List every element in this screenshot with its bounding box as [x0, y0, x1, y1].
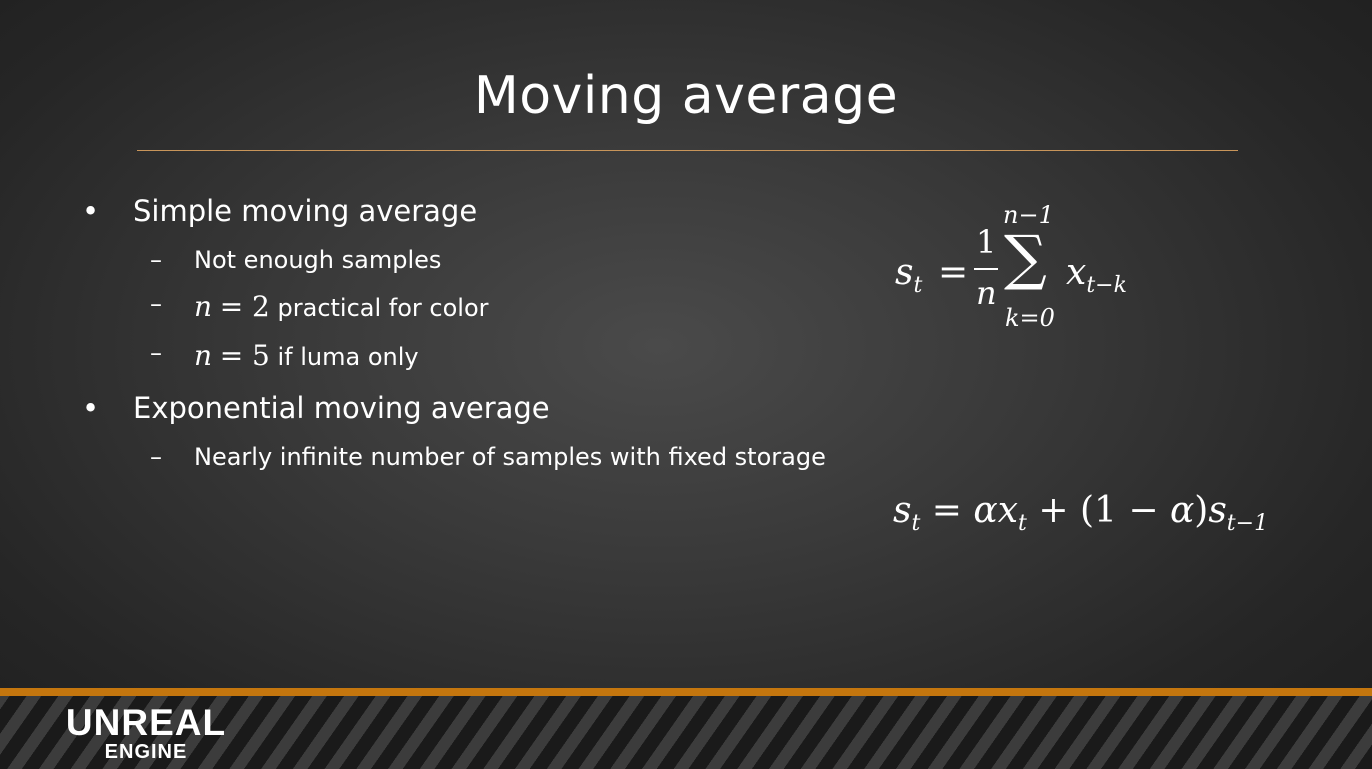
subscript-t: t: [911, 511, 921, 536]
paren-close: ): [1194, 490, 1209, 531]
fraction-bar: [974, 268, 998, 270]
footer-accent-bar: [0, 688, 1372, 696]
equals-sign: =: [938, 252, 969, 293]
sub-bullet-text: if luma only: [277, 343, 419, 371]
formula-exponential-moving-average: [893, 490, 1268, 536]
sub-bullet-text: Nearly infinite number of samples with fixed storage: [194, 443, 826, 471]
math-eq: = 5: [219, 339, 270, 372]
logo-line-engine: ENGINE: [104, 741, 188, 763]
sub-bullet-text: Not enough samples: [194, 246, 442, 274]
subscript-t: t: [1018, 511, 1027, 536]
formula-term: [1066, 252, 1127, 298]
formula-lhs: [895, 252, 922, 298]
slide-footer: [0, 688, 1372, 769]
equals-sign: =: [931, 490, 962, 531]
sub-bullet-dash: –: [150, 339, 162, 367]
bullet-text: Exponential moving average: [133, 391, 550, 425]
var-s: s: [1208, 490, 1227, 531]
var-s: s: [895, 252, 914, 293]
summation-sign: ∑: [1004, 223, 1047, 293]
var-alpha: α: [973, 490, 998, 531]
plus-sign: +: [1038, 490, 1069, 531]
var-x: x: [997, 490, 1019, 531]
sub-bullet-text: practical for color: [277, 294, 489, 322]
logo-line-unreal: UNREAL: [65, 702, 227, 743]
subscript-t: t: [913, 273, 923, 298]
sum-lower-limit: k=0: [1005, 304, 1055, 332]
sub-bullet-content: [194, 339, 419, 372]
var-alpha: α: [1169, 490, 1195, 531]
subscript-t-1: t−1: [1226, 511, 1269, 536]
paren-open: (1 −: [1079, 490, 1170, 531]
sub-bullet-dash: –: [150, 290, 162, 318]
unreal-engine-logo: [44, 704, 248, 763]
math-var-n: n: [194, 290, 213, 323]
math-eq: = 2: [219, 290, 270, 323]
title-divider: [137, 150, 1238, 151]
var-x: x: [1066, 252, 1087, 293]
sub-bullet-dash: –: [150, 443, 162, 471]
slide-title: Moving average: [473, 66, 899, 126]
fraction-denominator: n: [976, 274, 997, 312]
sum-upper-limit: n−1: [1003, 201, 1054, 229]
sub-bullet-dash: –: [150, 246, 162, 274]
bullet-text: Simple moving average: [133, 194, 478, 228]
fraction-numerator: 1: [976, 223, 997, 261]
bullet-dot: •: [82, 391, 100, 425]
sub-bullet-content: [194, 290, 489, 323]
math-var-n: n: [194, 339, 213, 372]
subscript-t-k: t−k: [1086, 273, 1127, 298]
bullet-dot: •: [82, 194, 100, 228]
var-s: s: [893, 490, 912, 531]
